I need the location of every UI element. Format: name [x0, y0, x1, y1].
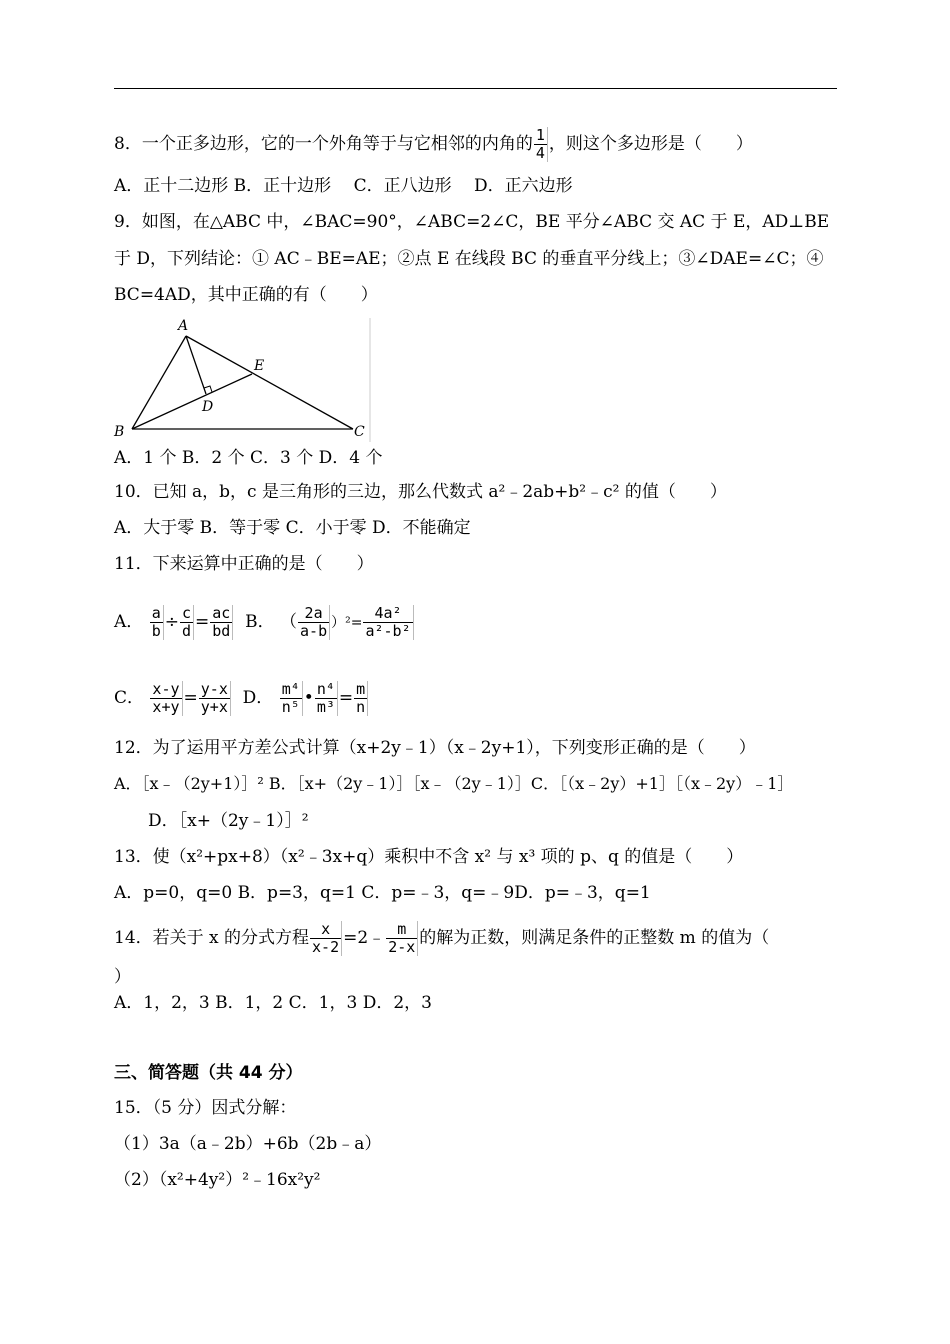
q14-options: A．1，2，3 B．1，2 C．1，3 D．2，3	[114, 993, 432, 1013]
q11-stem: 11．下来运算中正确的是（ ）	[114, 554, 374, 574]
q10-options: A．大于零 B．等于零 C．小于零 D．不能确定	[114, 518, 471, 538]
q8-options: A．正十二边形 B．正十边形 C．正八边形 D．正六边形	[114, 176, 573, 196]
q13-options: A．p=0，q=0 B．p=3，q=1 C．p=﹣3，q=﹣9D．p=﹣3，q=1	[114, 883, 651, 903]
q9-line2: 于 D，下列结论：① AC﹣BE=AE；②点 E 在线段 BC 的垂直平分线上；③∠DAE=∠C；④	[114, 249, 824, 269]
q12-options2: D．［x+（2y﹣1）］²	[148, 811, 309, 831]
q8-stem: 8．一个正多边形，它的一个外角等于与它相邻的内角的 $\frac{1}{4}$ ，则这个多边形是（ ）	[114, 126, 753, 162]
q10-stem: 10．已知 a，b，c 是三角形的三边，那么代数式 a²﹣2ab+b²﹣c² 的值（ ）	[114, 482, 727, 502]
label-c: C	[354, 424, 365, 440]
segment-be	[132, 374, 252, 429]
q9-line3: BC=4AD，其中正确的有（ ）	[114, 285, 378, 305]
side-ac	[186, 336, 353, 429]
q9-line1: 9．如图，在△ABC 中，∠BAC=90°，∠ABC=2∠C，BE 平分∠ABC 交 AC 于 E，AD⊥BE	[114, 212, 830, 232]
q8-fraction: $\frac{1}{4}$	[534, 127, 548, 162]
q11-options-cd: C． $\frac{x-y}{x+y}$ = $\frac{y-x}{y+x}$ D． $\frac{\text{m⁴}}{\text{n⁵}}$ • $\frac{\text{n⁴}}{\text{m³}}$ = $\frac{m}{n}$	[114, 678, 369, 718]
label-d: D	[202, 399, 214, 415]
label-e: E	[254, 358, 265, 374]
section3-title: 三、简答题（共 44 分）	[114, 1063, 303, 1083]
triangle-figure	[110, 318, 372, 442]
q13-stem: 13．使（x²+px+8）（x²﹣3x+q）乘积中不含 x² 与 x³ 项的 p、q 的值是（ ）	[114, 847, 744, 867]
q14-line2: ）	[114, 967, 131, 987]
q11-options-ab: A． $\frac{a}{b}$ ÷ $\frac{c}{d}$ = $\frac{ac}{bd}$ B． （ $\frac{2a}{a-b}$ ）²= $\frac{\text{4a²}}{\text{a²-b²}}$	[114, 602, 415, 643]
q14-stem: 14．若关于 x 的分式方程 $\frac{x}{x-2}$ =2﹣ $\frac{m}{2-x}$ 的解为正数，则满足条件的正整数 m 的值为（	[114, 920, 770, 956]
side-ab	[132, 336, 186, 429]
header-rule	[114, 88, 837, 89]
q15-stem: 15．（5 分）因式分解：	[114, 1098, 297, 1118]
label-b: B	[114, 424, 125, 440]
segment-ad	[186, 336, 206, 394]
q15-part2: （2）（x²+4y²）²﹣16x²y²	[114, 1170, 321, 1190]
q15-part1: （1）3a（a﹣2b）+6b（2b﹣a）	[114, 1134, 382, 1154]
q12-options1: A．［x﹣（2y+1）］² B．［x+（2y﹣1）］［x﹣（2y﹣1）］C．［（x﹣2y）+1］［（x﹣2y）﹣1］	[114, 774, 794, 793]
label-a: A	[178, 318, 189, 334]
q9-options: A．1 个 B．2 个 C．3 个 D．4 个	[114, 448, 383, 468]
q12-stem: 12．为了运用平方差公式计算（x+2y﹣1）（x﹣2y+1），下列变形正确的是（ ）	[114, 738, 756, 758]
